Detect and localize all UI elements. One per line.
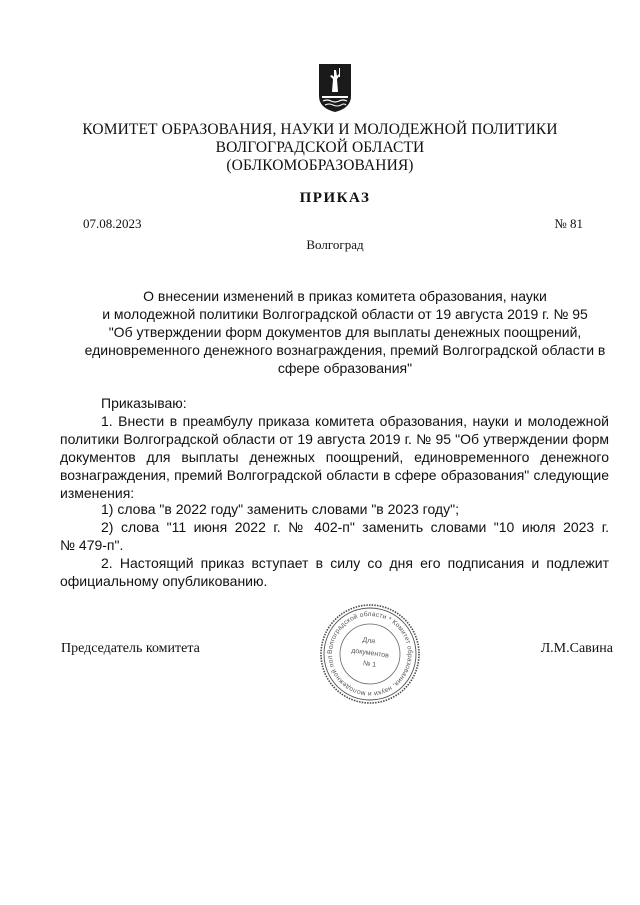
body-line: Приказываю: bbox=[101, 395, 187, 411]
body-line: вознаграждения, премий Волгоградской области в сфере образования" следующие bbox=[60, 467, 609, 483]
body-line: 1) слова "в 2022 году" заменить словами "в 2023 году"; bbox=[101, 501, 459, 517]
document-city: Волгоград bbox=[306, 237, 364, 252]
org-name-line: ВОЛГОГРАДСКОЙ ОБЛАСТИ bbox=[215, 139, 425, 156]
stamp-ring-text: Волгоградской области * Комитет образования, науки и молодежной пол bbox=[326, 610, 414, 698]
signatory-position: Председатель комитета bbox=[61, 641, 200, 656]
body-line: официальному опубликованию. bbox=[60, 573, 268, 589]
subject-line: "Об утверждении форм документов для выплаты денежных поощрений, bbox=[108, 324, 582, 340]
document-date: 07.08.2023 bbox=[83, 216, 142, 231]
body-line: № 479-п". bbox=[60, 537, 124, 553]
signatory-name: Л.М.Савина bbox=[540, 641, 613, 656]
subject-line: сфере образования" bbox=[277, 360, 413, 376]
body-line: 2) слова "11 июня 2022 г. № 402-п" заменить словами "10 июля 2023 г. bbox=[101, 519, 609, 535]
stamp-center-text: № 1 bbox=[362, 660, 377, 669]
stamp-center-text: Для bbox=[362, 636, 376, 646]
org-abbreviation: (ОБЛКОМОБРАЗОВАНИЯ) bbox=[226, 157, 414, 174]
stamp-center-text: документов bbox=[350, 647, 390, 660]
document-type-title: ПРИКАЗ bbox=[299, 190, 371, 206]
body-line: изменения: bbox=[60, 485, 135, 501]
coat-of-arms-icon bbox=[317, 62, 353, 114]
round-seal-stamp bbox=[318, 602, 422, 706]
body-line: политики Волгоградской области от 19 августа 2019 г. № 95 "Об утверждении форм bbox=[60, 431, 609, 447]
org-name-line: КОМИТЕТ ОБРАЗОВАНИЯ, НАУКИ И МОЛОДЕЖНОЙ ПОЛИТИКИ bbox=[82, 121, 558, 138]
subject-line: О внесении изменений в приказ комитета образования, науки bbox=[143, 288, 547, 304]
subject-line: и молодежной политики Волгоградской области от 19 августа 2019 г. № 95 bbox=[102, 306, 588, 322]
body-line: 1. Внести в преамбулу приказа комитета образования, науки и молодежной bbox=[101, 413, 609, 429]
subject-line: единовременного денежного вознаграждения, премий Волгоградской области в bbox=[84, 342, 606, 358]
body-line: документов для выплаты денежных поощрений, единовременного денежного bbox=[60, 449, 609, 465]
body-line: 2. Настоящий приказ вступает в силу со дня его подписания и подлежит bbox=[101, 555, 609, 571]
document-number: № 81 bbox=[554, 216, 583, 231]
